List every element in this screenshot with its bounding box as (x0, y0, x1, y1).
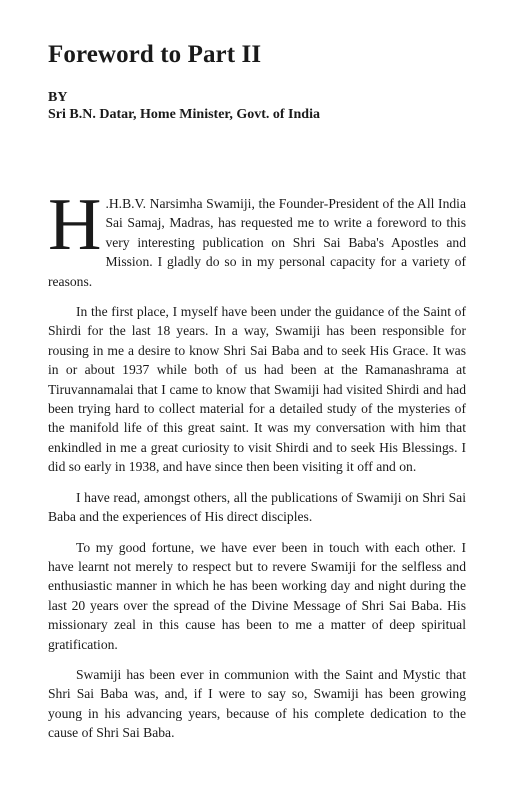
paragraph-4: To my good fortune, we have ever been in touch with each other. I have learnt not merely to respect but to revere Swamiji for the selfless and enthusiastic manner in which he has been working day and night during the last 20 years over the spread of the Divine Message of Shri Sai Baba. His missionary zeal in this cause has been to me a matter of deep spiritual gratification. (48, 539, 466, 652)
author-line: Sri B.N. Datar, Home Minister, Govt. of India (48, 107, 320, 122)
paragraph-1-text: .H.B.V. Narsimha Swamiji, the Founder-President of the All India Sai Samaj, Madras, has requested me to write a foreword to this very interesting publication on Shri Sai Baba's Apostles and Mission. I gladly do so in my personal capacity for a variety of reasons. (48, 196, 466, 289)
paragraph-5: Swamiji has been ever in communion with the Saint and Mystic that Shri Sai Baba was, and, if I were to say so, Swamiji has been growing young in his advancing years, because of his complete dedication to the cause of Shri Sai Baba. (48, 666, 466, 741)
page-title: Foreword to Part II (48, 41, 262, 68)
drop-cap: H (48, 184, 102, 266)
paragraph-1 (48, 184, 466, 291)
body-text (48, 184, 466, 743)
paragraph-2: In the first place, I myself have been under the guidance of the Saint of Shirdi for the last 18 years. In a way, Swamiji has been responsible for rousing in me a desire to know Shri Sai Baba and to seek His Grace. It was in or about 1937 while both of us had been at the Ramanashrama at Tiruvannamalai that I came to know that Swamiji had visited Shirdi and had been trying hard to collect material for a detailed study of the mysteries of the manifold life of this great saint. It was my conversation with him that enkindled in me a great curiosity to visit Shirdi and to seek His Blessings. I did so early in 1938, and have since then been visiting it off and on. (48, 304, 466, 475)
paragraph-3: I have read, amongst others, all the publications of Swamiji on Shri Sai Baba and the experiences of His direct disciples. (48, 489, 466, 525)
document-page (48, 40, 466, 754)
byline-label: BY (48, 90, 68, 105)
